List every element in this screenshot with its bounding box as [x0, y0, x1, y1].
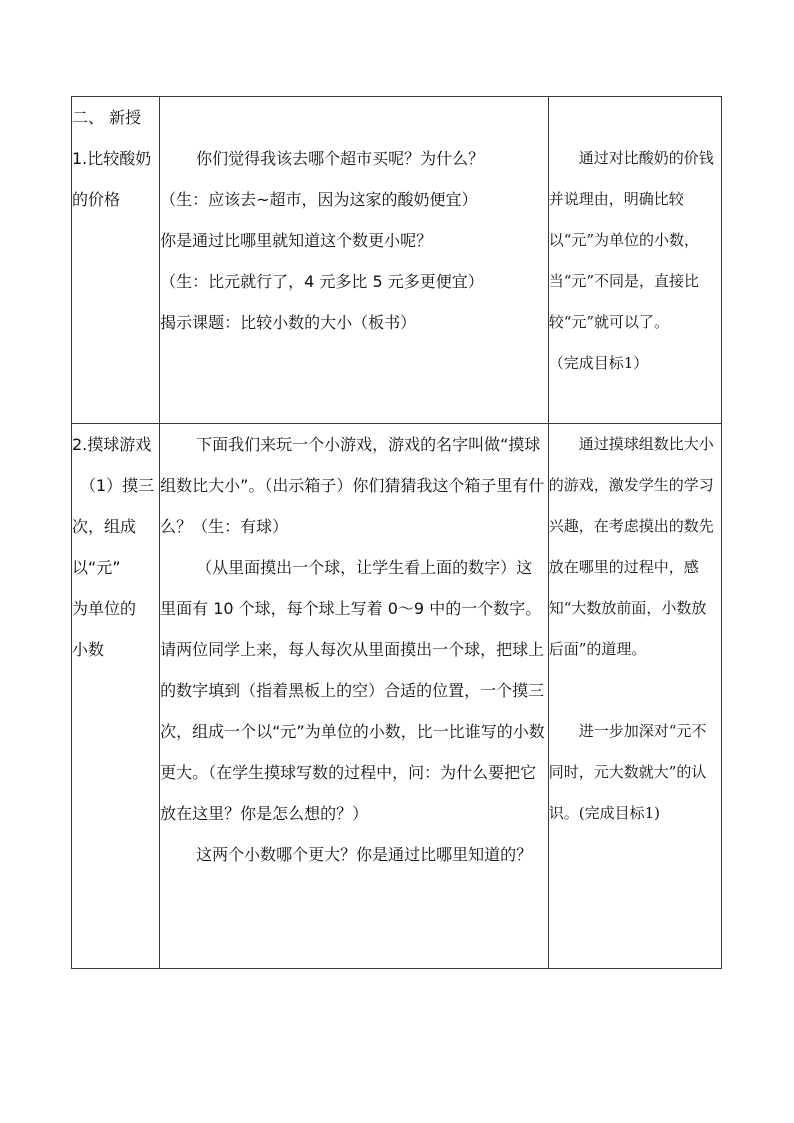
lesson-plan-table: [71, 96, 722, 969]
paragraph: 你是通过比哪里就知道这个数更小呢？: [160, 231, 433, 250]
design-intent-cell: [548, 424, 721, 969]
paragraph: （完成目标1）: [548, 354, 649, 372]
teaching-process-cell: [160, 424, 549, 969]
paragraph: 通过对比酸奶的价钱并说理由，明确比较以“元”为单位的小数，当“元”不同是，直接比较“元”就可以了。: [548, 149, 714, 331]
section-subheading: 以“元”: [72, 558, 121, 577]
teaching-process-cell: [160, 97, 549, 424]
paragraph: 你们觉得我该去哪个超市买呢？为什么？: [196, 149, 485, 168]
section-title-cell: [72, 424, 160, 969]
paragraph: （从里面摸出一个球，让学生看上面的数字）这里面有 10 个球，每个球上写着 0～9 中的一个数字。请两位同学上来，每人每次从里面摸出一个球，把球上的数字填到（指着黑板上的空）合适的位置，一个摸三次，组成一个以“元”为单位的小数，比一比谁写的小数更大。（在学生摸球写数的过程中，问：为什么要把它放在这里？你是怎么想的？）: [160, 558, 545, 823]
section-subheading: 为单位的: [72, 599, 137, 618]
section-subheading: （1）摸三: [80, 476, 155, 495]
table-row: [72, 424, 722, 969]
section-subheading: 1.比较酸奶: [72, 149, 152, 168]
paragraph: 这两个小数哪个更大？你是通过比哪里知道的？: [196, 845, 533, 864]
section-subheading: 次，组成: [72, 517, 137, 536]
design-intent-cell: [548, 97, 721, 424]
paragraph: 揭示课题：比较小数的大小（板书）: [160, 313, 417, 332]
section-subheading: 的价格: [72, 190, 121, 209]
section-subheading: 2.摸球游戏: [72, 435, 152, 454]
paragraph: （生：比元就行了，4 元多比 5 元多更便宜）: [160, 272, 484, 291]
paragraph: 下面我们来玩一个小游戏，游戏的名字叫做“摸球组数比大小”。（出示箱子）你们猜猜我这个箱子里有什么？（生：有球）: [160, 435, 545, 536]
section-title-cell: [72, 97, 160, 424]
section-subheading: 小数: [72, 640, 105, 659]
table-row: [72, 97, 722, 424]
paragraph: 进一步加深对“元不同时，元大数就大”的认识。(完成目标1): [548, 722, 707, 822]
section-heading: 二、 新授: [72, 108, 142, 127]
paragraph: （生：应该去~超市，因为这家的酸奶便宜）: [160, 190, 478, 209]
paragraph: 通过摸球组数比大小的游戏，激发学生的学习兴趣，在考虑摸出的数先放在哪里的过程中，感知“大数放前面，小数放后面”的道理。: [548, 435, 714, 658]
